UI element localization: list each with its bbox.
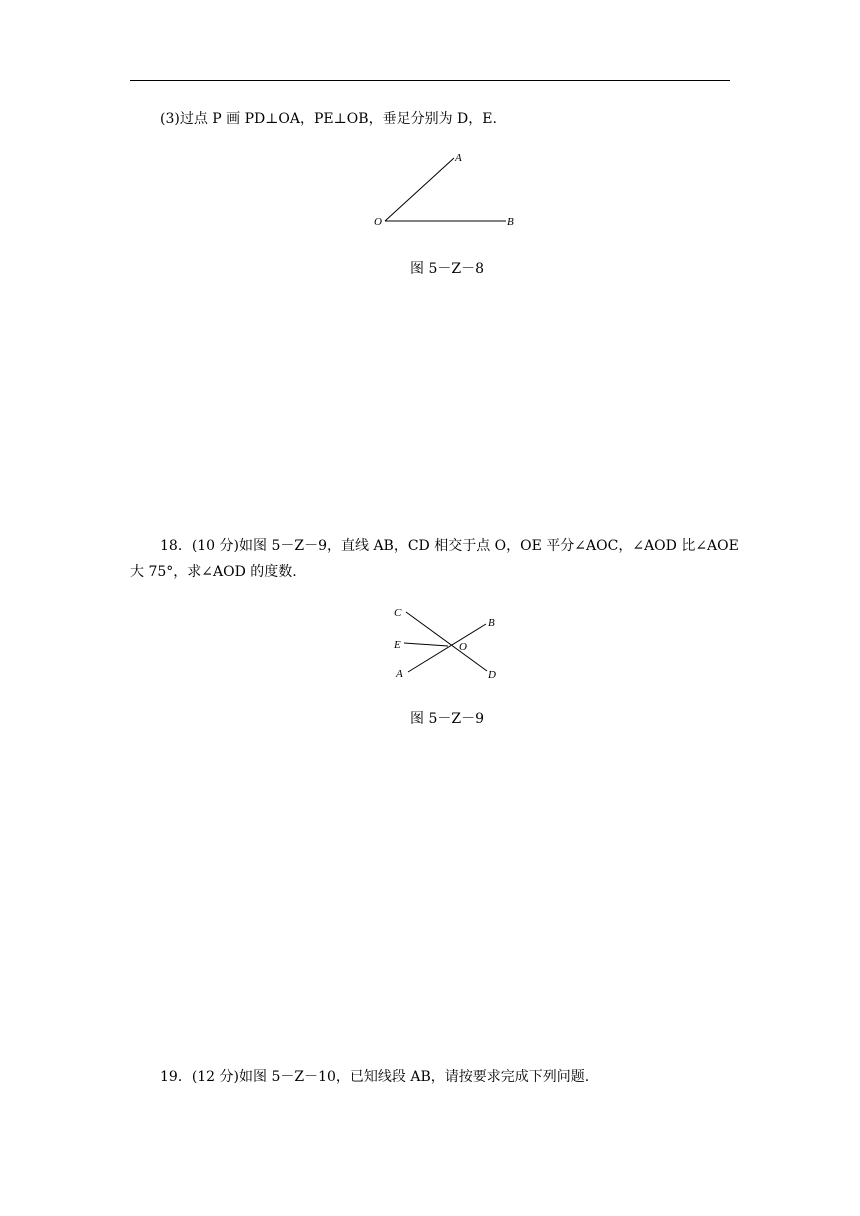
question-17-part-3: (3)过点 P 画 PD⊥OA，PE⊥OB，垂足分别为 D，E. [160,111,497,127]
label-a: A [455,152,462,164]
question-19: 19．(12 分)如图 5－Z－10，已知线段 AB，请按要求完成下列问题. [160,1069,590,1085]
figure-9-caption: 图 5－Z－9 [410,711,484,727]
header-rule [130,80,730,81]
label-d: D [488,669,496,681]
line-cd [406,612,487,671]
ray-oa [385,158,454,221]
label-a: A [396,668,403,680]
label-b: B [488,617,495,629]
figure-5-z-9 [380,598,520,688]
figure-5-z-8 [360,140,530,235]
label-b: B [507,216,514,228]
question-18-line-1: 18．(10 分)如图 5－Z－9，直线 AB，CD 相交于点 O，OE 平分∠AOC，∠AOD 比∠AOE [160,538,739,554]
figure-8-caption: 图 5－Z－8 [410,261,484,277]
label-o: O [374,216,382,228]
ray-oe [404,643,448,646]
question-18-line-2: 大 75°，求∠AOD 的度数. [130,564,297,580]
label-o: O [459,641,467,653]
label-e: E [394,639,401,651]
line-ab [408,624,486,672]
label-c: C [394,607,402,619]
